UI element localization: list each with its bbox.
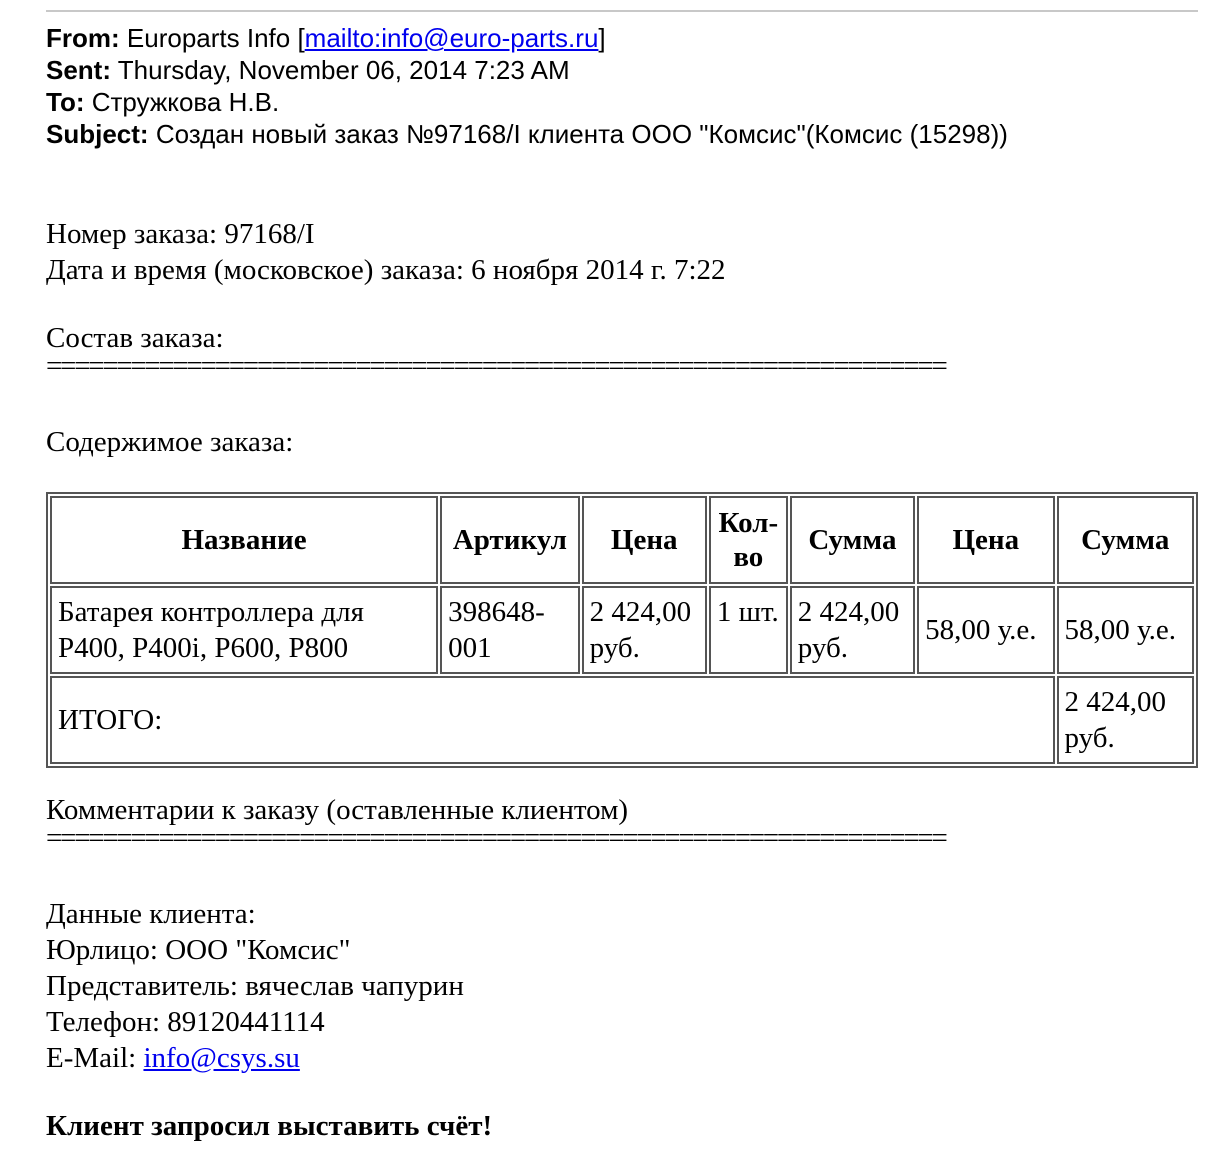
- composition-separator: ================================================================: [46, 356, 946, 376]
- total-value: 2 424,00 руб.: [1057, 676, 1194, 764]
- cell-article: 398648-001: [440, 586, 579, 674]
- order-table: [46, 492, 1198, 768]
- to-line: [46, 86, 1008, 118]
- client-email-line: [46, 1040, 464, 1076]
- col-header-price-ue: Цена: [917, 496, 1054, 584]
- client-title: Данные клиента:: [46, 898, 256, 930]
- cell-price-ue: 58,00 у.е.: [917, 586, 1054, 674]
- table-header-row: [50, 496, 1194, 584]
- order-number: Номер заказа: 97168/I: [46, 218, 315, 250]
- client-entity: Юрлицо: ООО "Комсис": [46, 934, 351, 966]
- subject-line: [46, 118, 1008, 150]
- comments-label: Комментарии к заказу (оставленные клиентом): [46, 794, 629, 826]
- from-line: From: Europarts Info [mailto:info@euro-parts.ru]: [46, 23, 606, 53]
- subject-label: Subject:: [46, 119, 149, 149]
- cell-qty: 1 шт.: [709, 586, 788, 674]
- client-email-link[interactable]: info@csys.su: [143, 1042, 300, 1074]
- sent-label: Sent:: [46, 55, 111, 85]
- to-label: To:: [46, 87, 85, 117]
- col-header-name: Название: [50, 496, 438, 584]
- from-mailto-link[interactable]: mailto:info@euro-parts.ru: [304, 23, 599, 53]
- comments-section: [46, 792, 1058, 848]
- subject-value: Создан новый заказ №97168/I клиента ООО "Комсис"(Комсис (15298)): [155, 119, 1008, 149]
- cell-name: Батарея контроллера для P400, P400i, P600, P800: [50, 586, 438, 674]
- table-row: [50, 586, 1194, 674]
- email-headers: [46, 22, 1008, 150]
- comments-separator: ================================================================: [46, 828, 946, 848]
- total-label: ИТОГО:: [50, 676, 1055, 764]
- col-header-qty: Кол-во: [709, 496, 788, 584]
- header-divider: [46, 10, 1198, 12]
- contents-label: Содержимое заказа:: [46, 426, 294, 458]
- from-label: From:: [46, 23, 120, 53]
- col-header-article: Артикул: [440, 496, 579, 584]
- invoice-request-notice: Клиент запросил выставить счёт!: [46, 1110, 493, 1142]
- order-datetime: Дата и время (московское) заказа: 6 ноября 2014 г. 7:22: [46, 254, 726, 286]
- composition-label: Состав заказа:: [46, 322, 224, 354]
- sent-value: Thursday, November 06, 2014 7:23 AM: [117, 55, 570, 85]
- to-value: Стружкова Н.В.: [91, 87, 280, 117]
- col-header-sum: Сумма: [790, 496, 915, 584]
- order-composition: [46, 320, 1058, 376]
- client-email-label: E-Mail:: [46, 1042, 137, 1074]
- cell-sum: 2 424,00 руб.: [790, 586, 915, 674]
- col-header-price: Цена: [582, 496, 707, 584]
- client-phone: Телефон: 89120441114: [46, 1006, 325, 1038]
- order-info: [46, 216, 726, 288]
- sent-line: [46, 54, 1008, 86]
- from-name: Europarts Info: [126, 23, 291, 53]
- col-header-sum-ue: Сумма: [1057, 496, 1194, 584]
- table-total-row: [50, 676, 1194, 764]
- client-data: [46, 896, 464, 1076]
- cell-price: 2 424,00 руб.: [582, 586, 707, 674]
- cell-sum-ue: 58,00 у.е.: [1057, 586, 1194, 674]
- client-rep: Представитель: вячеслав чапурин: [46, 970, 464, 1002]
